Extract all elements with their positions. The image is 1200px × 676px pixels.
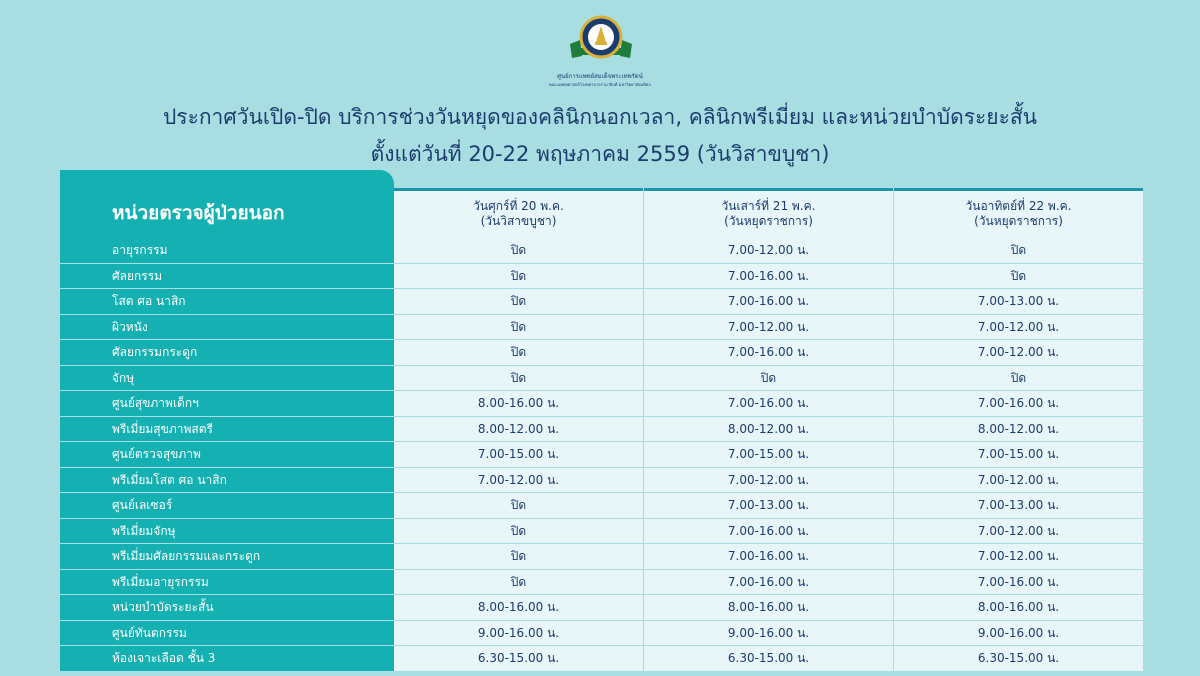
unit-name-cell: หน่วยบำบัดระยะสั้น bbox=[60, 595, 394, 620]
column-header-day1 bbox=[394, 188, 643, 238]
unit-name-cell: พรีเมี่ยมอายุรกรรม bbox=[60, 570, 394, 595]
unit-name-cell: จักษุ bbox=[60, 366, 394, 391]
day-label: วันเสาร์ที่ 21 พ.ค. bbox=[721, 199, 816, 213]
hours-cell-day3: 9.00-16.00 น. bbox=[894, 621, 1143, 646]
hours-cell-day1: ปิด bbox=[394, 544, 643, 569]
table-row bbox=[60, 366, 1144, 392]
hours-cell-day3: ปิด bbox=[894, 366, 1143, 391]
hours-cell-day3: 7.00-12.00 น. bbox=[894, 340, 1143, 365]
day-note: (วันวิสาขบูชา) bbox=[480, 214, 557, 228]
table-row bbox=[60, 417, 1144, 443]
hours-cell-day1: ปิด bbox=[394, 493, 643, 518]
hours-cell-day3: 7.00-12.00 น. bbox=[894, 315, 1143, 340]
hours-cell-day2: 7.00-12.00 น. bbox=[644, 315, 893, 340]
column-header-day2 bbox=[644, 188, 893, 238]
table-row bbox=[60, 442, 1144, 468]
unit-name-cell: พรีเมี่ยมสุขภาพสตรี bbox=[60, 417, 394, 442]
unit-name-cell: ศัลยกรรม bbox=[60, 264, 394, 289]
hours-cell-day1: ปิด bbox=[394, 340, 643, 365]
hours-cell-day2: 9.00-16.00 น. bbox=[644, 621, 893, 646]
hours-cell-day3: 7.00-12.00 น. bbox=[894, 519, 1143, 544]
hours-cell-day2: 6.30-15.00 น. bbox=[644, 646, 893, 671]
hours-cell-day2: 7.00-12.00 น. bbox=[644, 468, 893, 493]
table-row bbox=[60, 621, 1144, 647]
hours-cell-day2: 7.00-12.00 น. bbox=[644, 238, 893, 263]
organization-subtitle: คณะแพทยศาสตร์โรงพยาบาลรามาธิบดี มหาวิทยาลัยมหิดล bbox=[549, 82, 651, 87]
hours-cell-day2: 7.00-16.00 น. bbox=[644, 264, 893, 289]
hours-cell-day3: 7.00-13.00 น. bbox=[894, 289, 1143, 314]
unit-name-cell: ศัลยกรรมกระดูก bbox=[60, 340, 394, 365]
unit-name-cell: พรีเมี่ยมโสต ศอ นาสิก bbox=[60, 468, 394, 493]
hours-cell-day1: ปิด bbox=[394, 570, 643, 595]
unit-name-cell: โสต ศอ นาสิก bbox=[60, 289, 394, 314]
hours-cell-day3: 7.00-16.00 น. bbox=[894, 570, 1143, 595]
table-row bbox=[60, 468, 1144, 494]
table-row bbox=[60, 493, 1144, 519]
hours-cell-day3: 7.00-12.00 น. bbox=[894, 468, 1143, 493]
hours-cell-day1: 8.00-16.00 น. bbox=[394, 595, 643, 620]
hours-cell-day1: ปิด bbox=[394, 289, 643, 314]
hours-cell-day2: 7.00-16.00 น. bbox=[644, 289, 893, 314]
unit-name-cell: ศูนย์ตรวจสุขภาพ bbox=[60, 442, 394, 467]
table-row bbox=[60, 519, 1144, 545]
hours-cell-day1: 7.00-12.00 น. bbox=[394, 468, 643, 493]
hours-cell-day1: ปิด bbox=[394, 519, 643, 544]
day-note: (วันหยุดราชการ) bbox=[724, 214, 813, 228]
hours-cell-day2: 7.00-16.00 น. bbox=[644, 391, 893, 416]
unit-name-cell: พรีเมี่ยมศัลยกรรมและกระดูก bbox=[60, 544, 394, 569]
hours-cell-day2: 7.00-13.00 น. bbox=[644, 493, 893, 518]
column-header-day3 bbox=[894, 188, 1143, 238]
table-row bbox=[60, 646, 1144, 672]
unit-name-cell: ห้องเจาะเลือด ชั้น 3 bbox=[60, 646, 394, 671]
table-row bbox=[60, 340, 1144, 366]
hours-cell-day3: ปิด bbox=[894, 238, 1143, 263]
institution-logo-icon bbox=[566, 14, 636, 64]
hours-cell-day3: 6.30-15.00 น. bbox=[894, 646, 1143, 671]
unit-name-cell: ศูนย์เลเซอร์ bbox=[60, 493, 394, 518]
table-row bbox=[60, 264, 1144, 290]
hours-cell-day2: 8.00-16.00 น. bbox=[644, 595, 893, 620]
day-label: วันศุกร์ที่ 20 พ.ค. bbox=[473, 199, 564, 213]
announcement-title: ประกาศวันเปิด-ปิด บริการช่วงวันหยุดของคลินิกนอกเวลา, คลินิกพรีเมี่ยม และหน่วยบำบัดระยะสั้น bbox=[162, 105, 1038, 129]
table-row bbox=[60, 595, 1144, 621]
table-row bbox=[60, 570, 1144, 596]
table-row bbox=[60, 544, 1144, 570]
hours-cell-day3: 7.00-15.00 น. bbox=[894, 442, 1143, 467]
hours-cell-day2: 7.00-16.00 น. bbox=[644, 570, 893, 595]
hours-cell-day1: 7.00-15.00 น. bbox=[394, 442, 643, 467]
schedule-table bbox=[60, 170, 1144, 670]
hours-cell-day3: ปิด bbox=[894, 264, 1143, 289]
hours-cell-day1: 8.00-16.00 น. bbox=[394, 391, 643, 416]
table-row bbox=[60, 315, 1144, 341]
day-note: (วันหยุดราชการ) bbox=[974, 214, 1063, 228]
unit-name-cell: ศูนย์ทันตกรรม bbox=[60, 621, 394, 646]
unit-column-header: หน่วยตรวจผู้ป่วยนอก bbox=[60, 170, 394, 238]
hours-cell-day1: 9.00-16.00 น. bbox=[394, 621, 643, 646]
hours-cell-day1: 6.30-15.00 น. bbox=[394, 646, 643, 671]
hours-cell-day2: 7.00-16.00 น. bbox=[644, 544, 893, 569]
unit-name-cell: ผิวหนัง bbox=[60, 315, 394, 340]
table-row bbox=[60, 391, 1144, 417]
hours-cell-day3: 7.00-12.00 น. bbox=[894, 544, 1143, 569]
hours-cell-day2: 7.00-16.00 น. bbox=[644, 340, 893, 365]
table-body bbox=[60, 238, 1144, 672]
table-row bbox=[60, 289, 1144, 315]
unit-name-cell: พรีเมี่ยมจักษุ bbox=[60, 519, 394, 544]
hours-cell-day1: ปิด bbox=[394, 238, 643, 263]
hours-cell-day2: 8.00-12.00 น. bbox=[644, 417, 893, 442]
hours-cell-day3: 8.00-12.00 น. bbox=[894, 417, 1143, 442]
announcement-date: ตั้งแต่วันที่ 20-22 พฤษภาคม 2559 (วันวิสาขบูชา) bbox=[370, 142, 830, 166]
unit-name-cell: อายุรกรรม bbox=[60, 238, 394, 263]
hours-cell-day1: ปิด bbox=[394, 264, 643, 289]
hours-cell-day2: 7.00-16.00 น. bbox=[644, 519, 893, 544]
day-label: วันอาทิตย์ที่ 22 พ.ค. bbox=[965, 199, 1072, 213]
hours-cell-day1: ปิด bbox=[394, 366, 643, 391]
hours-cell-day3: 7.00-16.00 น. bbox=[894, 391, 1143, 416]
hours-cell-day1: 8.00-12.00 น. bbox=[394, 417, 643, 442]
hours-cell-day1: ปิด bbox=[394, 315, 643, 340]
table-row bbox=[60, 238, 1144, 264]
hours-cell-day2: ปิด bbox=[644, 366, 893, 391]
unit-name-cell: ศูนย์สุขภาพเด็กฯ bbox=[60, 391, 394, 416]
hours-cell-day3: 8.00-16.00 น. bbox=[894, 595, 1143, 620]
hours-cell-day3: 7.00-13.00 น. bbox=[894, 493, 1143, 518]
hours-cell-day2: 7.00-15.00 น. bbox=[644, 442, 893, 467]
organization-name: ศูนย์การแพทย์สมเด็จพระเทพรัตน์ bbox=[557, 73, 643, 80]
table-header-row bbox=[60, 170, 1144, 238]
